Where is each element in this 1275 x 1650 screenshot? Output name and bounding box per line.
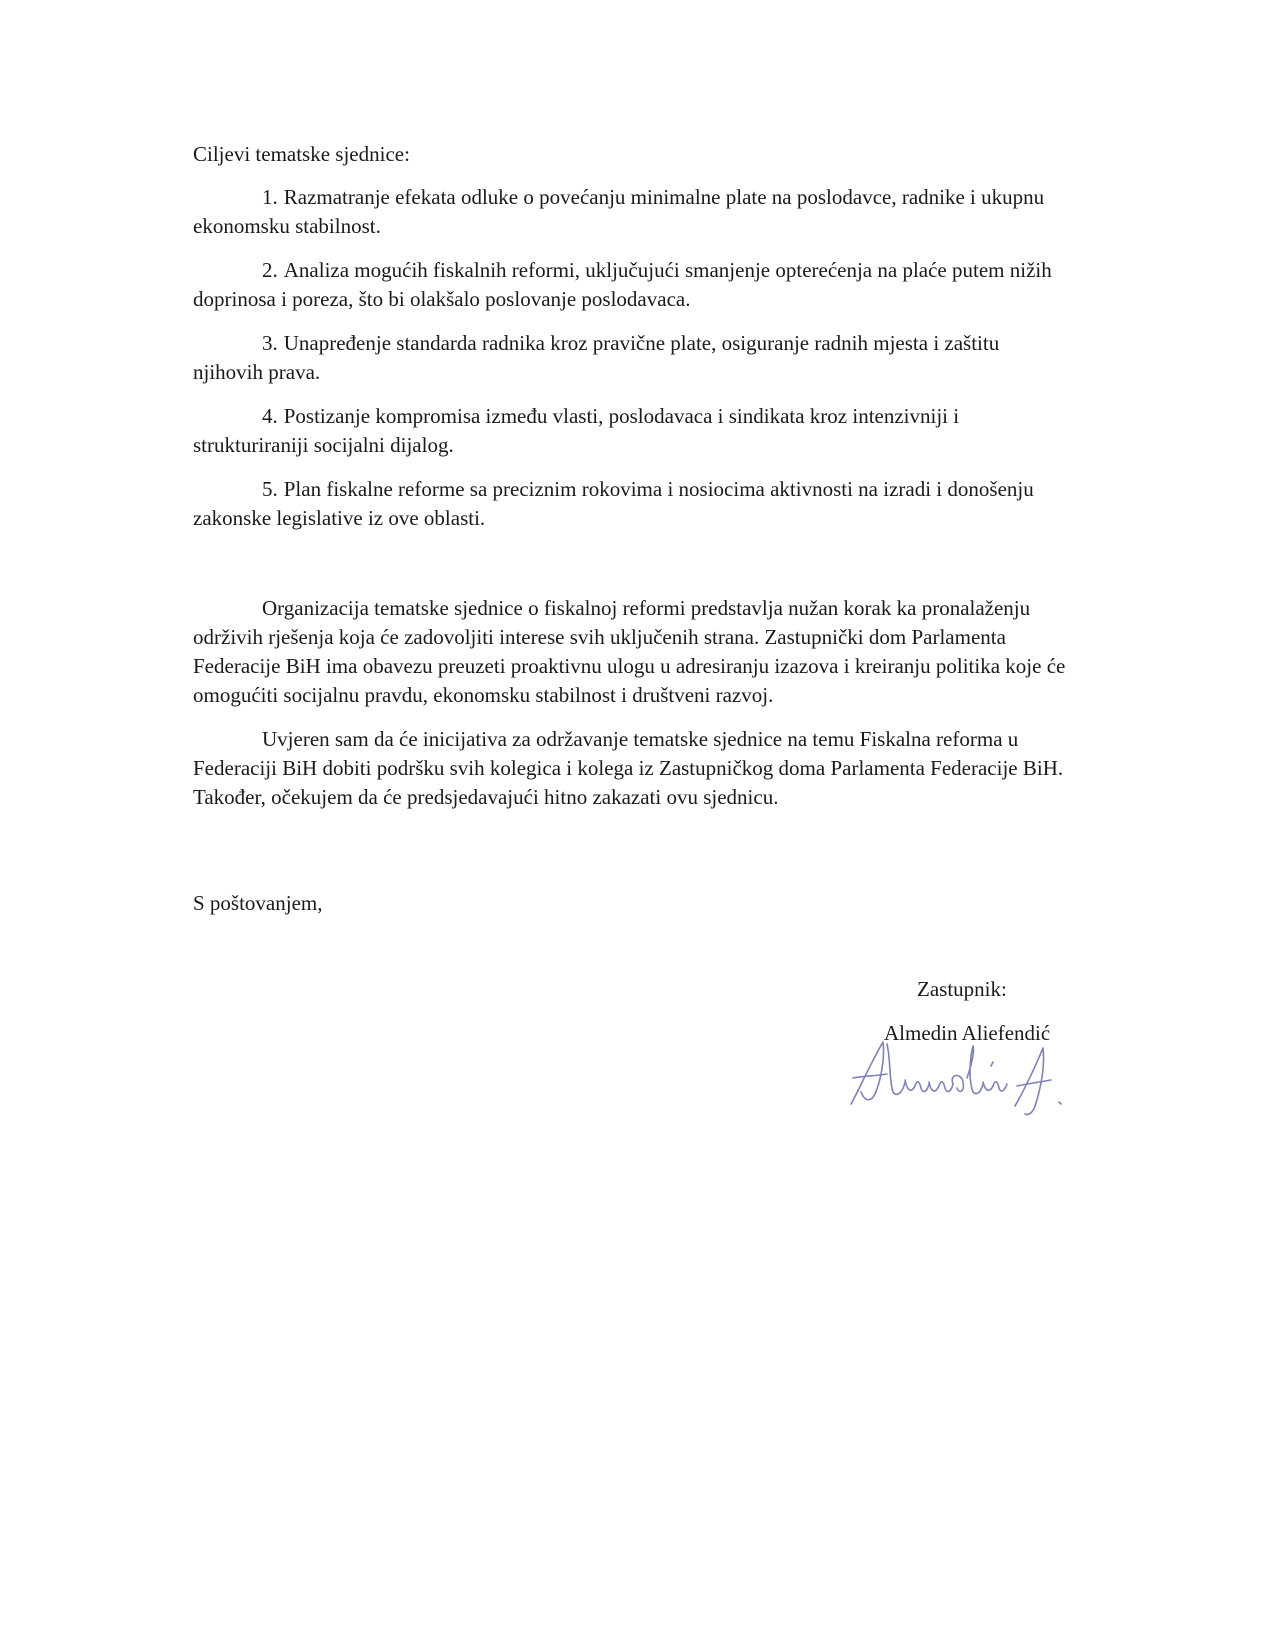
goal-text: Plan fiskalne reforme sa preciznim rokovima i nosiocima aktivnosti na izradi i donošenju zakonske legislative iz ove oblasti. <box>193 477 1034 530</box>
goal-item <box>193 183 1073 241</box>
goal-item <box>193 402 1073 460</box>
body-paragraphs <box>193 594 1073 827</box>
goal-number: 1. <box>262 185 278 209</box>
closing-salutation: S poštovanjem, <box>193 891 323 915</box>
goal-number: 3. <box>262 331 278 355</box>
signatory-role: Zastupnik: <box>917 977 1007 1001</box>
goal-item <box>193 329 1073 387</box>
goal-text: Razmatranje efekata odluke o povećanju minimalne plate na poslodavce, radnike i ukupnu ekonomsku stabilnost. <box>193 185 1045 238</box>
goal-text: Analiza mogućih fiskalnih reformi, uključujući smanjenje opterećenja na plaće putem nižih doprinosa i poreza, što bi olakšalo poslovanje poslodavaca. <box>193 258 1052 311</box>
goal-item <box>193 475 1073 533</box>
goal-text: Unapređenje standarda radnika kroz pravične plate, osiguranje radnih mjesta i zaštitu njihovih prava. <box>193 331 1000 384</box>
goals-list <box>193 183 1073 548</box>
goal-number: 2. <box>262 258 278 282</box>
signatory-name: Almedin Aliefendić <box>884 1021 1051 1045</box>
body-paragraph: Organizacija tematske sjednice o fiskalnoj reformi predstavlja nužan korak ka pronalaženju održivih rješenja koja će zadovoljiti interese svih uključenih strana. Zastupnički dom Parlamenta Federacije BiH ima obavezu preuzeti proaktivnu ulogu u adresiranju izazova i kreiranju politika koje će omogućiti socijalnu pravdu, ekonomsku stabilnost i društveni razvoj. <box>193 596 1066 707</box>
goal-number: 4. <box>262 404 278 428</box>
goals-heading: Ciljevi tematske sjednice: <box>193 142 410 166</box>
goal-number: 5. <box>262 477 278 501</box>
handwritten-signature <box>845 1032 1075 1122</box>
body-paragraph: Uvjeren sam da će inicijativa za održavanje tematske sjednice na temu Fiskalna reforma u Federaciji BiH dobiti podršku svih kolegica i kolega iz Zastupničkog doma Parlamenta Federacije BiH. Također, očekujem da će predsjedavajući hitno zakazati ovu sjednicu. <box>193 727 1064 809</box>
goal-item <box>193 256 1073 314</box>
goal-text: Postizanje kompromisa između vlasti, poslodavaca i sindikata kroz intenzivniji i strukturiraniji socijalni dijalog. <box>193 404 960 457</box>
